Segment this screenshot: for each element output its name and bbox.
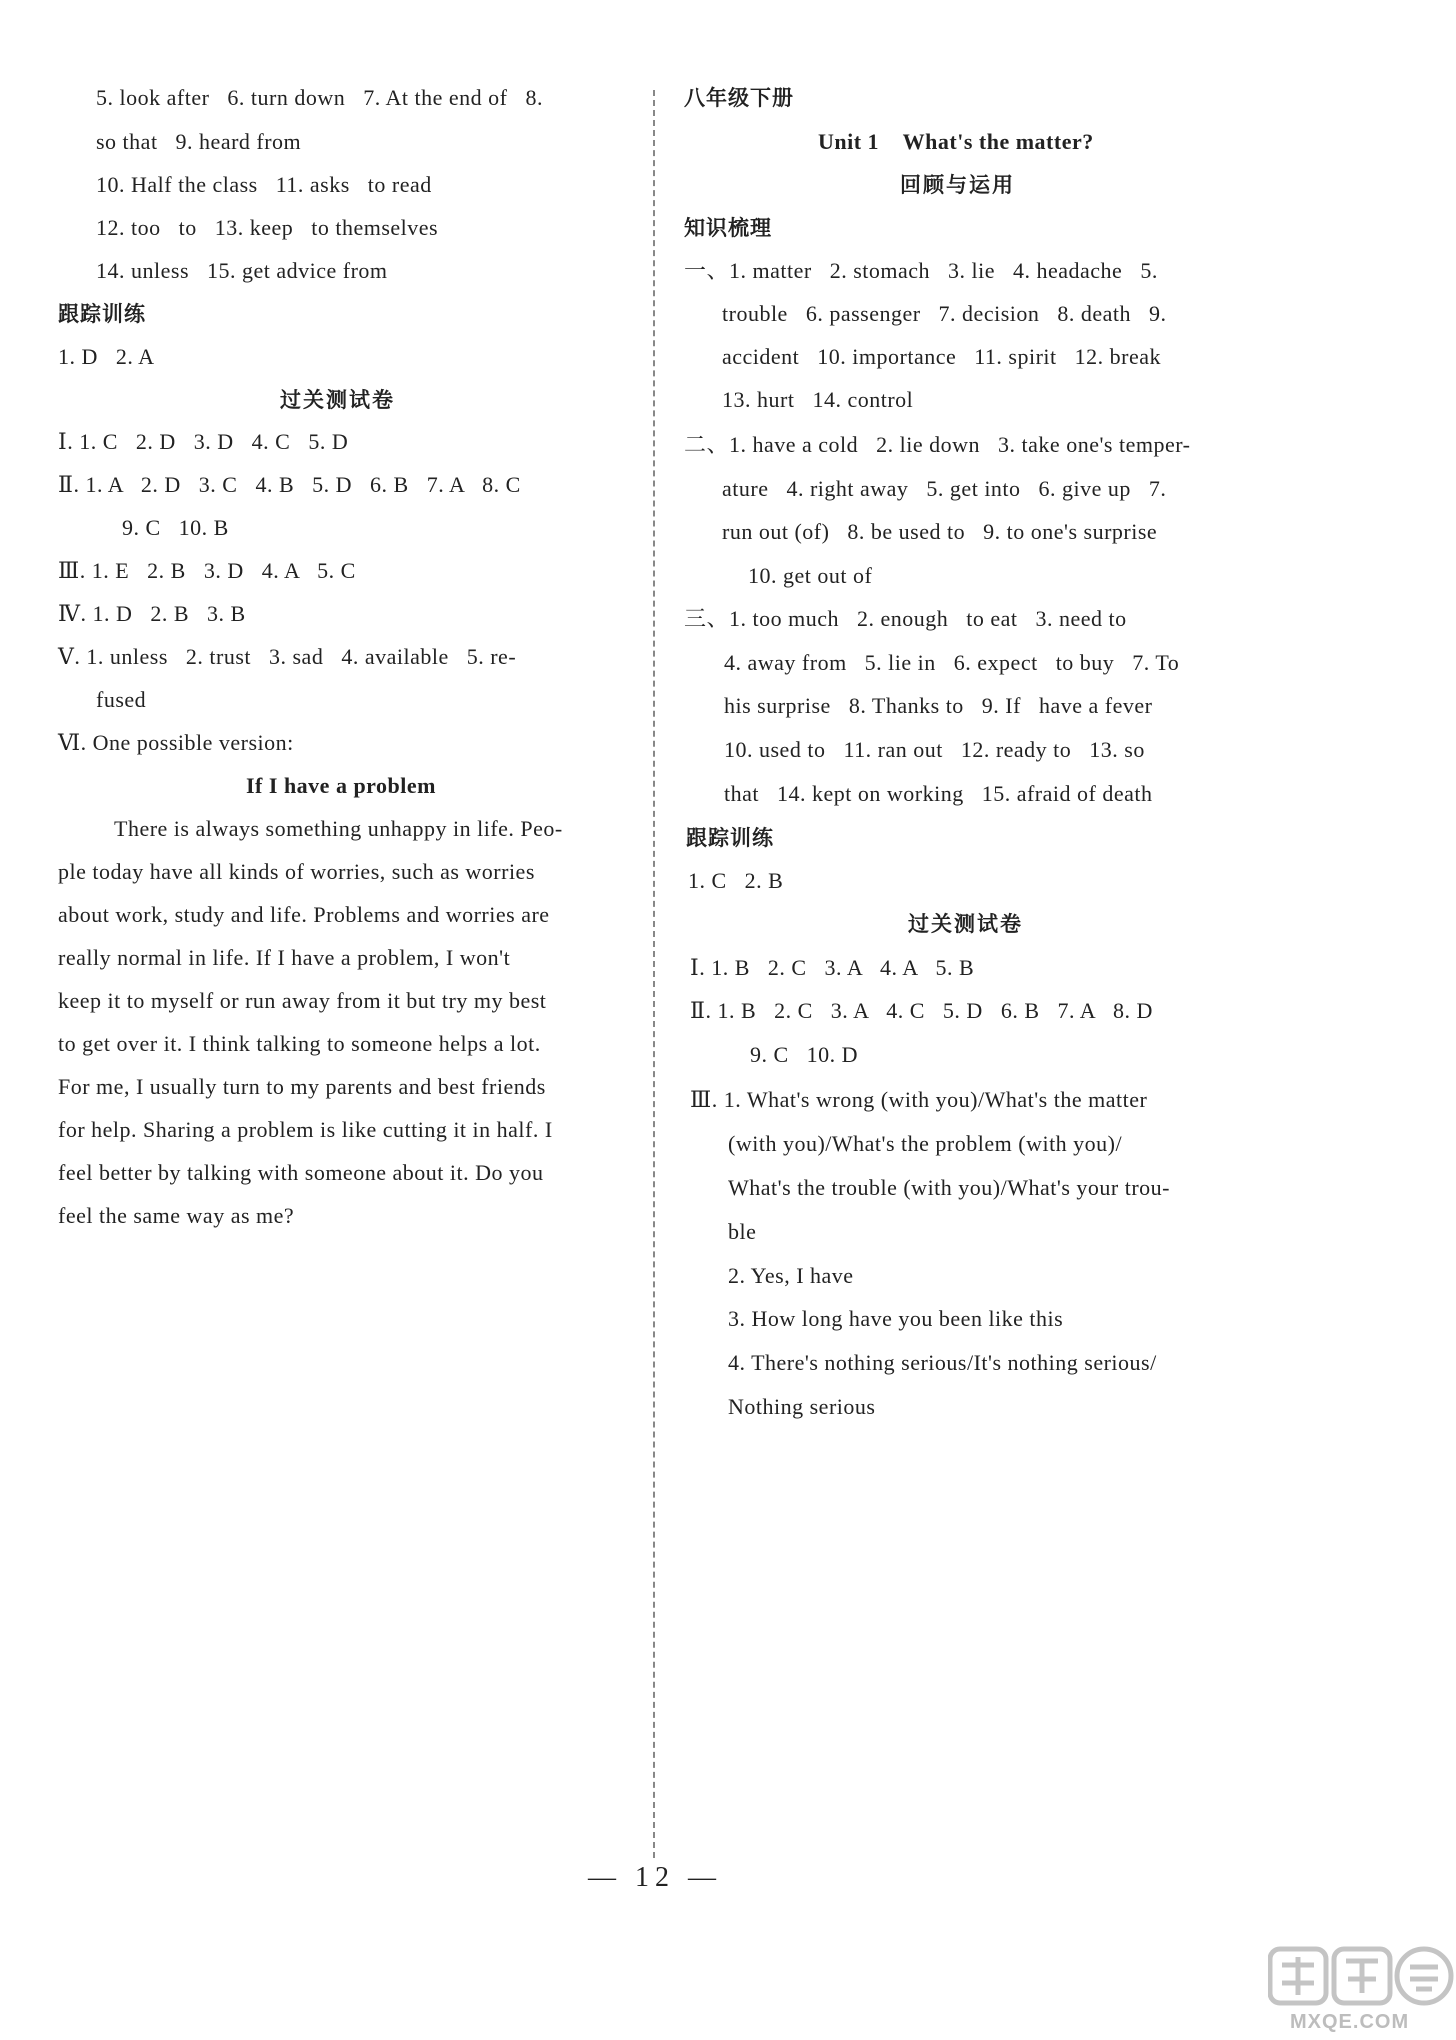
unit-title: Unit 1 What's the matter? — [818, 129, 1094, 154]
answer-line: Ⅲ. 1. What's wrong (with you)/What's the matter — [690, 1087, 1148, 1112]
answer-line: 3. How long have you been like this — [728, 1306, 1064, 1331]
answer-line: Ⅱ. 1. A 2. D 3. C 4. B 5. D 6. B 7. A 8. C — [58, 472, 521, 497]
column-divider — [653, 90, 655, 1858]
answer-line: 三、1. too much 2. enough to eat 3. need to — [684, 606, 1127, 631]
answer-line: Nothing serious — [728, 1394, 876, 1419]
answer-line: 1. C 2. B — [688, 868, 784, 893]
essay-line: For me, I usually turn to my parents and best friends — [58, 1074, 546, 1099]
test-heading: 过关测试卷 — [908, 912, 1023, 936]
answer-line: 9. C 10. B — [122, 515, 229, 540]
answer-line: Ⅱ. 1. B 2. C 3. A 4. C 5. D 6. B 7. A 8. D — [690, 998, 1153, 1023]
answer-line: ature 4. right away 5. get into 6. give up 7. — [722, 476, 1167, 501]
answer-line: his surprise 8. Thanks to 9. If have a fever — [724, 693, 1153, 718]
answer-line: Ⅳ. 1. D 2. B 3. B — [58, 601, 246, 626]
grade-heading: 八年级下册 — [684, 86, 794, 110]
answer-line: 5. look after 6. turn down 7. At the end of 8. — [96, 85, 543, 110]
section-heading: 跟踪训练 — [686, 826, 774, 850]
essay-title: If I have a problem — [246, 773, 436, 798]
answer-line: 1. D 2. A — [58, 344, 155, 369]
watermark — [1268, 1945, 1456, 2040]
essay-line: for help. Sharing a problem is like cutting it in half. I — [58, 1117, 553, 1142]
answer-line: Ⅰ. 1. C 2. D 3. D 4. C 5. D — [58, 429, 349, 454]
essay-line: really normal in life. If I have a problem, I won't — [58, 945, 511, 970]
watermark-logo — [1268, 1945, 1456, 2007]
answer-line: 13. hurt 14. control — [722, 387, 914, 412]
answer-line: trouble 6. passenger 7. decision 8. death 9. — [722, 301, 1167, 326]
answer-line: 4. away from 5. lie in 6. expect to buy 7. To — [724, 650, 1180, 675]
essay-line: keep it to myself or run away from it but try my best — [58, 988, 547, 1013]
answer-line: Ⅰ. 1. B 2. C 3. A 4. A 5. B — [690, 955, 975, 980]
answer-line: 2. Yes, I have — [728, 1263, 854, 1288]
answer-line: Ⅵ. One possible version: — [58, 730, 294, 755]
watermark-url: MXQE.COM — [1290, 2011, 1410, 2033]
section-heading: 知识梳理 — [684, 216, 772, 240]
answer-line: so that 9. heard from — [96, 129, 302, 154]
answer-line: accident 10. importance 11. spirit 12. break — [722, 344, 1162, 369]
answer-line: Ⅲ. 1. E 2. B 3. D 4. A 5. C — [58, 558, 356, 583]
section-heading: 跟踪训练 — [58, 302, 146, 326]
answer-line: 10. get out of — [748, 563, 873, 588]
essay-line: about work, study and life. Problems and worries are — [58, 902, 550, 927]
test-heading: 过关测试卷 — [280, 388, 395, 412]
page-number: — 12 — — [588, 1862, 722, 1893]
essay-line: ple today have all kinds of worries, such as worries — [58, 859, 535, 884]
essay-line: to get over it. I think talking to someone helps a lot. — [58, 1031, 541, 1056]
answer-line: 10. used to 11. ran out 12. ready to 13. so — [724, 737, 1145, 762]
answer-line: 12. too to 13. keep to themselves — [96, 215, 439, 240]
answer-line: that 14. kept on working 15. afraid of death — [724, 781, 1153, 806]
answer-line: Ⅴ. 1. unless 2. trust 3. sad 4. available 5. re- — [58, 644, 517, 669]
answer-line: 14. unless 15. get advice from — [96, 258, 388, 283]
essay-line: There is always something unhappy in life. Peo- — [114, 816, 563, 841]
answer-line: ble — [728, 1219, 757, 1244]
answer-line: 一、1. matter 2. stomach 3. lie 4. headache 5. — [684, 258, 1158, 283]
essay-line: feel the same way as me? — [58, 1203, 295, 1228]
answer-line: (with you)/What's the problem (with you)/ — [728, 1131, 1123, 1156]
section-heading: 回顾与运用 — [900, 173, 1015, 197]
answer-line: 9. C 10. D — [750, 1042, 859, 1067]
answer-line: run out (of) 8. be used to 9. to one's surprise — [722, 519, 1158, 544]
answer-line: What's the trouble (with you)/What's your trou- — [728, 1175, 1170, 1200]
answer-line: 10. Half the class 11. asks to read — [96, 172, 432, 197]
answer-line: 二、1. have a cold 2. lie down 3. take one's temper- — [684, 432, 1191, 457]
answer-line: 4. There's nothing serious/It's nothing serious/ — [728, 1350, 1157, 1375]
answer-line: fused — [96, 687, 147, 712]
essay-line: feel better by talking with someone about it. Do you — [58, 1160, 544, 1185]
